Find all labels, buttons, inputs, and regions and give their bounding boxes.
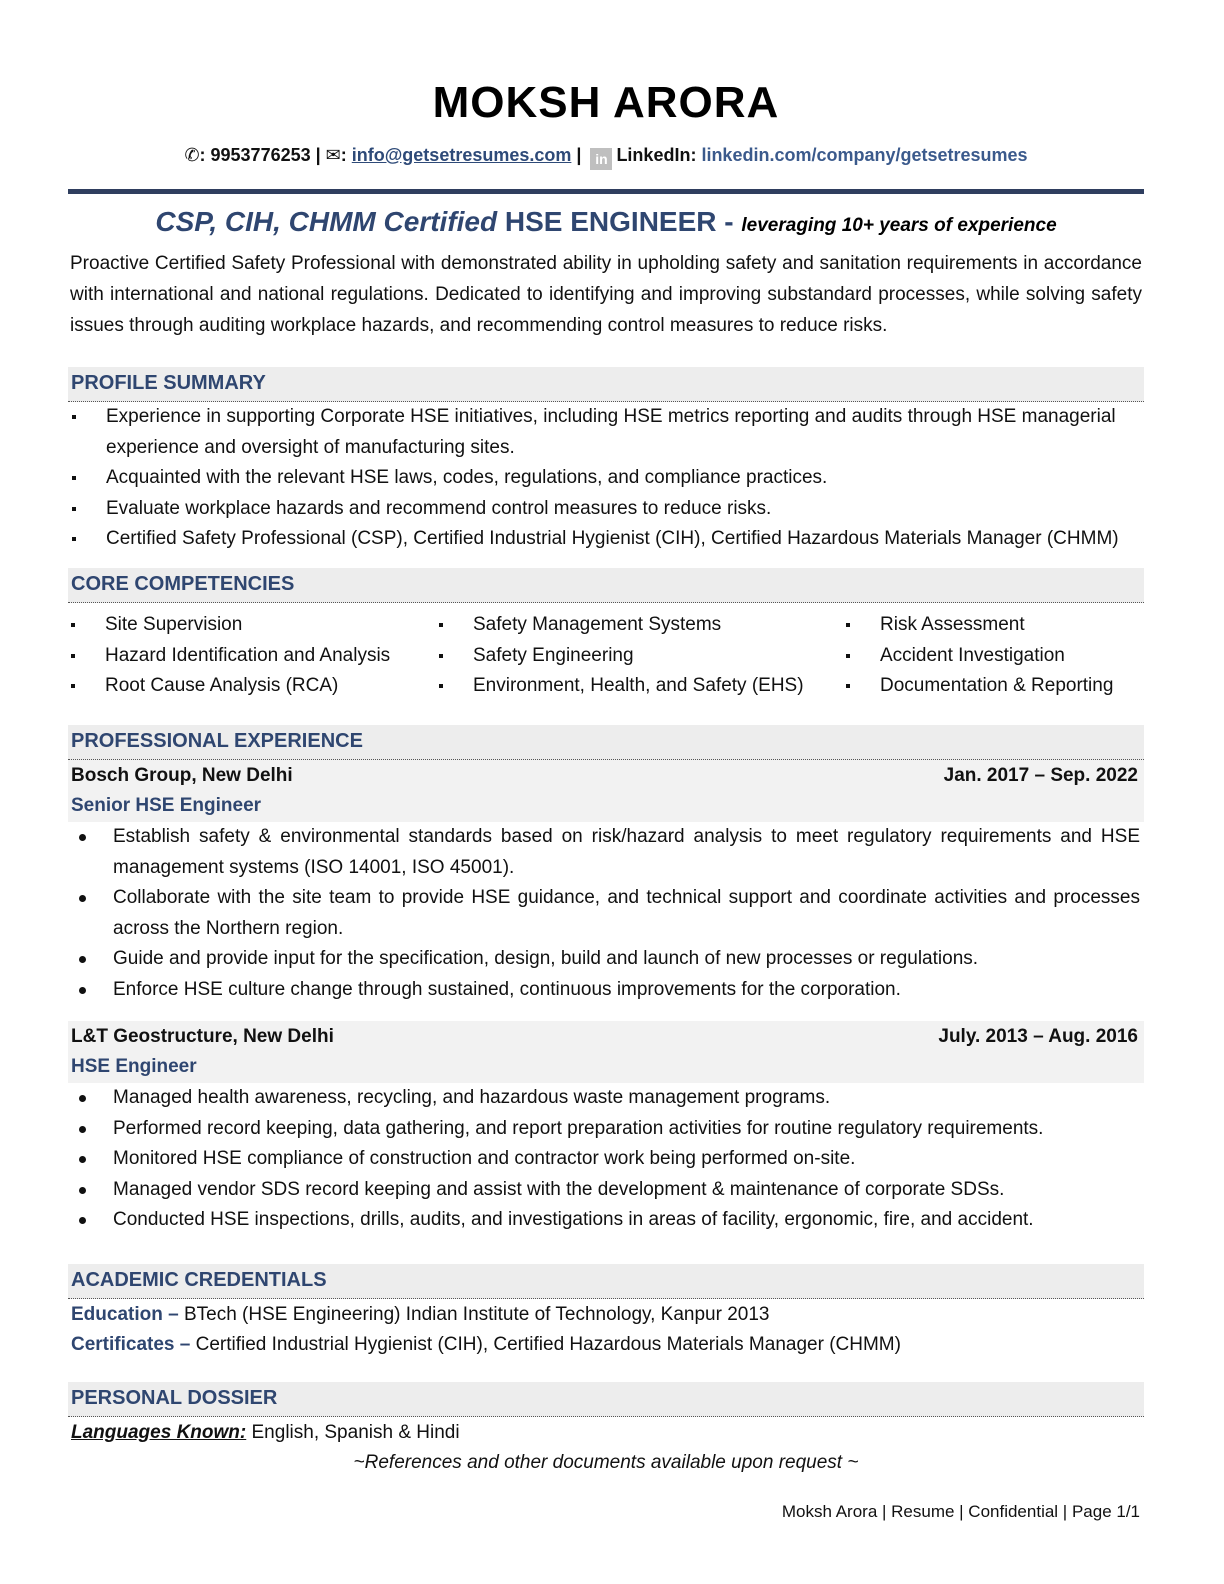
intro-paragraph: Proactive Certified Safety Professional with demonstrated ability in upholding safety and sanitation requirements in accordance with international and national regulations. Dedicated to identifying and improving substandard processes, while solving safety issues through auditing workplace hazards, and recommending control measures to reduce risks. — [70, 253, 1142, 336]
email-prefix: : — [340, 145, 352, 165]
section-header-core-competencies — [68, 568, 1144, 603]
competencies-column-3 — [843, 610, 1113, 702]
job-bullets-bosch — [68, 822, 1144, 1005]
section-header-personal-dossier — [68, 1382, 1144, 1417]
section-title: ACADEMIC CREDENTIALS — [71, 1269, 327, 1291]
page-footer: Moksh Arora | Resume | Confidential | Page 1/1 — [781, 1502, 1140, 1521]
section-header-profile-summary — [68, 367, 1144, 402]
list-item: Evaluate workplace hazards and recommend control measures to reduce risks. — [68, 494, 1144, 525]
contact-line — [68, 145, 1144, 170]
candidate-name: MOKSH ARORA — [432, 78, 780, 127]
list-item: Enforce HSE culture change through sustained, continuous improvements for the corporation. — [68, 975, 1144, 1006]
list-item: Accident Investigation — [843, 641, 1113, 672]
certificates-value: Certified Industrial Hygienist (CIH), Certified Hazardous Materials Manager (CHMM) — [195, 1334, 901, 1355]
phone-icon: ✆: — [184, 145, 211, 165]
list-item: Hazard Identification and Analysis — [68, 641, 390, 672]
list-item: Performed record keeping, data gathering, and report preparation activities for routine regulatory requirements. — [68, 1114, 1144, 1145]
list-item: Managed vendor SDS record keeping and assist with the development & maintenance of corporate SDSs. — [68, 1175, 1144, 1206]
list-item: Documentation & Reporting — [843, 671, 1113, 702]
job-dates: Jan. 2017 – Sep. 2022 — [943, 765, 1138, 786]
list-item: Safety Engineering — [436, 641, 804, 672]
headline — [68, 206, 1144, 238]
languages-value: English, Spanish & Hindi — [246, 1422, 460, 1443]
education-line — [71, 1304, 769, 1326]
languages-label: Languages Known: — [71, 1422, 247, 1443]
list-item: Guide and provide input for the specification, design, build and launch of new processes or regulations. — [68, 944, 1144, 975]
list-item: Establish safety & environmental standards based on risk/hazard analysis to meet regulatory requirements and HSE management systems (ISO 14001, ISO 45001). — [68, 822, 1144, 883]
certificates-label: Certificates – — [71, 1334, 196, 1355]
list-item: Certified Safety Professional (CSP), Certified Industrial Hygienist (CIH), Certified Hazardous Materials Manager (CHMM) — [68, 524, 1144, 555]
list-item: Experience in supporting Corporate HSE initiatives, including HSE metrics reporting and audits through HSE managerial experience and oversight of manufacturing sites. — [68, 402, 1144, 463]
certificates-line — [71, 1334, 901, 1356]
section-header-professional-experience — [68, 725, 1144, 760]
list-item: Managed health awareness, recycling, and hazardous waste management programs. — [68, 1083, 1144, 1114]
section-header-academic-credentials — [68, 1264, 1144, 1299]
section-title: CORE COMPETENCIES — [71, 573, 295, 595]
company-name: Bosch Group, New Delhi — [71, 765, 293, 786]
competencies-column-2 — [436, 610, 804, 702]
company-name: L&T Geostructure, New Delhi — [71, 1026, 334, 1047]
separator: | — [310, 145, 326, 165]
job-role: Senior HSE Engineer — [71, 795, 262, 816]
list-item: Safety Management Systems — [436, 610, 804, 641]
list-item: Root Cause Analysis (RCA) — [68, 671, 390, 702]
linkedin-icon: in — [590, 148, 612, 170]
list-item: Acquainted with the relevant HSE laws, codes, regulations, and compliance practices. — [68, 463, 1144, 494]
email-icon: ✉ — [325, 145, 341, 165]
phone-number: 9953776253 — [210, 145, 311, 165]
linkedin-link[interactable]: linkedin.com/company/getsetresumes — [701, 145, 1028, 165]
education-value: BTech (HSE Engineering) Indian Institute of Technology, Kanpur 2013 — [183, 1304, 770, 1325]
headline-title: HSE ENGINEER - — [497, 206, 742, 237]
job-header-lt — [68, 1021, 1144, 1083]
list-item: Monitored HSE compliance of construction and contractor work being performed on-site. — [68, 1144, 1144, 1175]
languages-line — [71, 1422, 460, 1444]
job-bullets-lt — [68, 1083, 1144, 1236]
education-label: Education – — [71, 1304, 184, 1325]
list-item: Site Supervision — [68, 610, 390, 641]
list-item: Environment, Health, and Safety (EHS) — [436, 671, 804, 702]
competencies-column-1 — [68, 610, 390, 702]
section-title: PROFESSIONAL EXPERIENCE — [71, 730, 363, 752]
headline-experience: leveraging 10+ years of experience — [741, 215, 1057, 236]
list-item: Collaborate with the site team to provide HSE guidance, and technical support and coordinate activities and processes across the Northern region. — [68, 883, 1144, 944]
headline-certifications: CSP, CIH, CHMM Certified — [155, 206, 498, 237]
email-link[interactable]: info@getsetresumes.com — [351, 145, 572, 165]
list-item: Risk Assessment — [843, 610, 1113, 641]
header-divider — [68, 189, 1144, 194]
linkedin-label: LinkedIn: — [616, 145, 702, 165]
job-role: HSE Engineer — [71, 1056, 197, 1077]
references-note: ~References and other documents available upon request ~ — [353, 1452, 859, 1473]
job-header-bosch — [68, 760, 1144, 822]
separator: | — [571, 145, 587, 165]
list-item: Conducted HSE inspections, drills, audits, and investigations in areas of facility, ergonomic, fire, and accident. — [68, 1205, 1144, 1236]
section-title: PROFILE SUMMARY — [71, 372, 266, 394]
job-dates: July. 2013 – Aug. 2016 — [938, 1026, 1138, 1047]
profile-summary-list — [68, 402, 1144, 555]
section-title: PERSONAL DOSSIER — [71, 1387, 278, 1409]
